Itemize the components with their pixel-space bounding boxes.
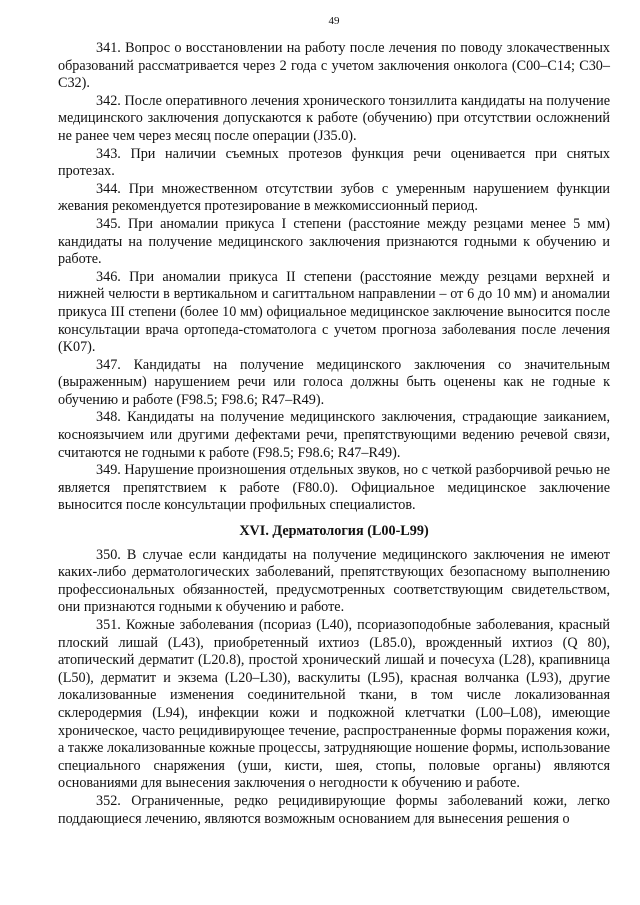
- paragraph-343: 343. При наличии съемных протезов функция речи оценивается при снятых протезах.: [58, 145, 610, 180]
- paragraph-342: 342. После оперативного лечения хронического тонзиллита кандидаты на получение медицинского заключения допускаются к работе (обучению) при отсутствии осложнений не ранее чем через месяц после операции (J35.0).: [58, 92, 610, 144]
- paragraph-346: 346. При аномалии прикуса II степени (расстояние между резцами верхней и нижней челюсти в вертикальном и сагиттальном направлении – от 6 до 10 мм) и аномалии прикуса III степени (более 10 мм) официальное медицинское заключение выносится после консультации врача ортопеда-стоматолога с учетом прогноза заболевания после лечения (K07).: [58, 268, 610, 356]
- paragraph-347: 347. Кандидаты на получение медицинского заключения со значительным (выраженным) нарушением речи или голоса должны быть оценены как не годные к обучению и работе (F98.5; F98.6; R47–R49).: [58, 356, 610, 408]
- paragraph-344: 344. При множественном отсутствии зубов с умеренным нарушением функции жевания рекомендуется протезирование в межкомиссионный период.: [58, 180, 610, 215]
- paragraph-345: 345. При аномалии прикуса I степени (расстояние между резцами менее 5 мм) кандидаты на получение медицинского заключения признаются годными к обучению и работе.: [58, 215, 610, 268]
- paragraph-351: 351. Кожные заболевания (псориаз (L40), псориазоподобные заболевания, красный плоский лишай (L43), приобретенный ихтиоз (L85.0), врожденный ихтиоз (Q 80), атопический дерматит (L20.8), простой хронический лишай и почесуха (L28), крапивница (L50), дерматит и экзема (L20–L30), васкулиты (L95), красная волчанка (L93), другие локализованные изменения соединительной ткани, в том числе локализованная склеродермия (L94), инфекции кожи и подкожной клетчатки (L00–L08), имеющие хроническое, часто рецидивирующее течение, распространенные формы поражения кожи, а также локализованные кожные процессы, затрудняющие ношение формы, использование специального снаряжения (уши, кисти, шея, стопы, половые органы) являются основаниями для вынесения заключения о негодности к обучению и работе.: [58, 617, 610, 792]
- paragraph-349: 349. Нарушение произношения отдельных звуков, но с четкой разборчивой речью не является препятствием к работе (F80.0). Официальное медицинское заключение выносится после консультации профильных специалистов.: [58, 462, 610, 514]
- section-heading-dermatology: XVI. Дерматология (L00-L99): [239, 523, 429, 540]
- paragraph-350: 350. В случае если кандидаты на получение медицинского заключения не имеют каких-либо дерматологических заболеваний, препятствующих безопасному выполнению профессиональных обязанностей, предусмотренных соответствующим свидетельством, они признаются годными к обучению и работе.: [58, 546, 610, 616]
- page-number: 49: [328, 15, 340, 27]
- paragraph-341: 341. Вопрос о восстановлении на работу после лечения по поводу злокачественных образований рассматривается через 2 года с учетом заключения онколога (C00–C14; C30–C32).: [58, 40, 610, 92]
- paragraph-348: 348. Кандидаты на получение медицинского заключения, страдающие заиканием, косноязычием или другими дефектами речи, препятствующими ведению речевой связи, считаются не годными к работе (F98.5; F98.6; R47–R49).: [58, 409, 610, 461]
- paragraph-352: 352. Ограниченные, редко рецидивирующие формы заболеваний кожи, легко поддающиеся лечению, являются возможным основанием для вынесения решения о: [58, 792, 610, 827]
